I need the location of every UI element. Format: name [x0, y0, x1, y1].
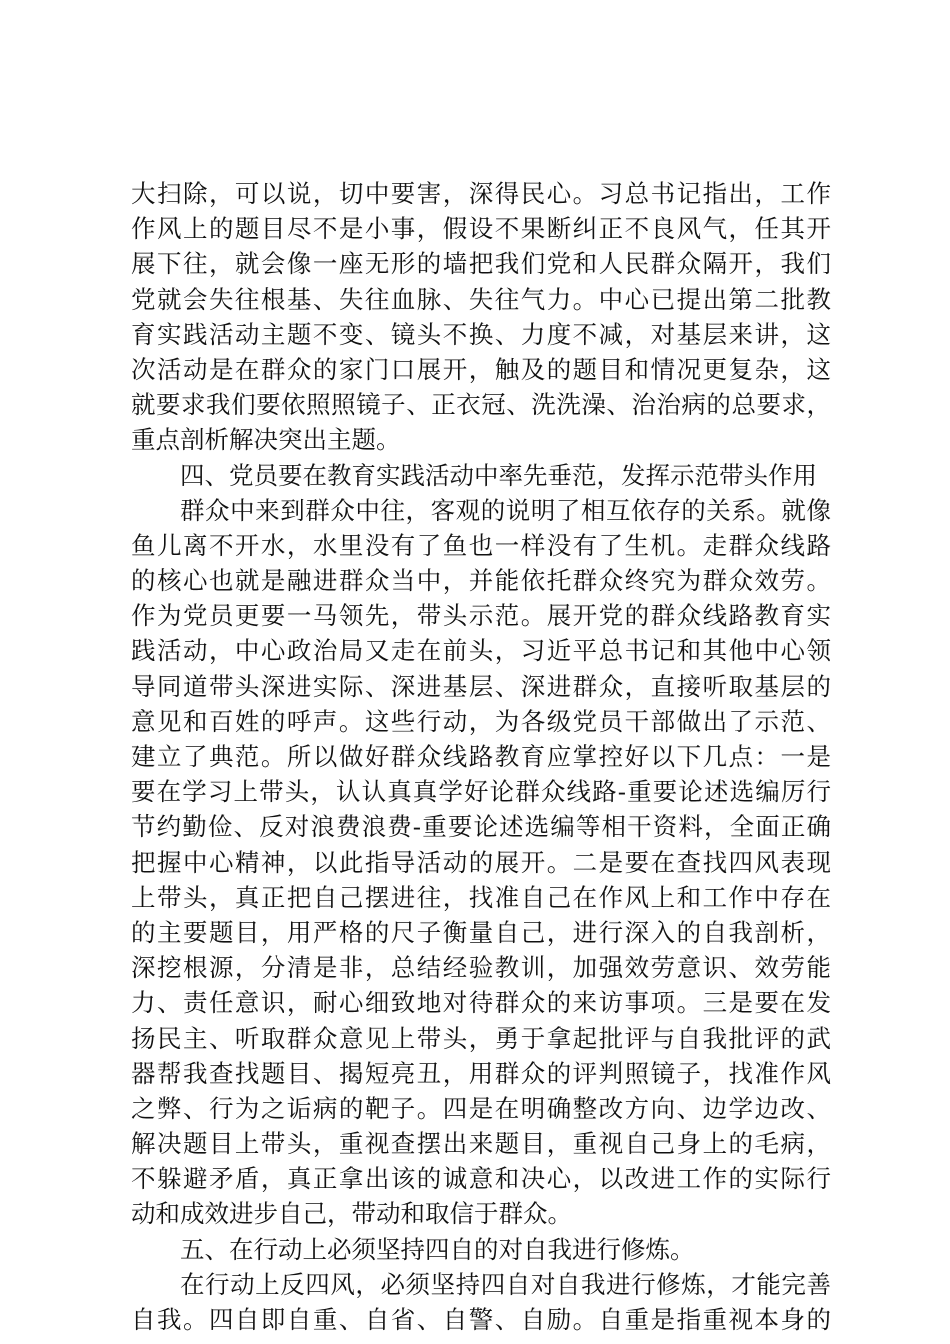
text-line-16: 意见和百姓的呼声。这些行动，为各级党员干部做出了示范、: [131, 706, 831, 736]
text-line-28: 解决题目上带头，重视查摆出来题目，重视自己身上的毛病，: [131, 1129, 831, 1159]
text-line-3: 展下往，就会像一座无形的墙把我们党和人民群众隔开，我们: [131, 249, 831, 279]
body-text: [131, 176, 831, 1337]
text-line-13: 作为党员更要一马领先，带头示范。展开党的群众线路教育实: [131, 601, 831, 631]
text-line-8: 重点剖析解决突出主题。: [131, 425, 401, 455]
text-line-30: 动和成效进步自己，带动和取信于群众。: [131, 1199, 572, 1229]
text-line-2: 作风上的题目尽不是小事，假设不果断纠正不良风气，任其开: [131, 214, 831, 244]
text-line-11: 鱼儿离不开水，水里没有了鱼也一样没有了生机。走群众线路: [131, 530, 831, 560]
text-line-26: 器帮我查找题目、揭短亮丑，用群众的评判照镜子，找准作风: [131, 1058, 831, 1088]
text-line-20: 把握中心精神，以此指导活动的展开。二是要在查找四风表现: [131, 847, 831, 877]
text-line-25: 扬民主、听取群众意见上带头，勇于拿起批评与自我批评的武: [131, 1023, 831, 1053]
text-line-15: 导同道带头深进实际、深进基层、深进群众，直接听取基层的: [131, 671, 831, 701]
text-line-29: 不躲避矛盾，真正拿出该的诚意和决心，以改进工作的实际行: [131, 1164, 831, 1194]
text-line-24: 力、责任意识，耐心细致地对待群众的来访事项。三是要在发: [131, 988, 831, 1018]
section-heading-4: 四、党员要在教育实践活动中率先垂范，发挥示范带头作用: [180, 460, 817, 490]
section-heading-5: 五、在行动上必须坚持四自的对自我进行修炼。: [180, 1234, 695, 1264]
text-line-1: 大扫除，可以说，切中要害，深得民心。习总书记指出，工作: [131, 179, 831, 208]
text-line-17: 建立了典范。所以做好群众线路教育应掌控好以下几点：一是: [131, 742, 831, 771]
text-line-12: 的核心也就是融进群众当中，并能依托群众终究为群众效劳。: [131, 566, 831, 596]
text-line-4: 党就会失往根基、失往血脉、失往气力。中心已提出第二批教: [131, 284, 831, 314]
text-line-10: 群众中来到群众中往，客观的说明了相互依存的关系。就像: [180, 495, 831, 525]
text-line-22: 的主要题目，用严格的尺子衡量自己，进行深入的自我剖析，: [131, 917, 831, 947]
text-line-27: 之弊、行为之诟病的靶子。四是在明确整改方向、边学边改、: [131, 1093, 831, 1123]
text-line-33: 自我。四自即自重、自省、自警、自励。自重是指重视本身的: [131, 1305, 831, 1334]
text-line-14: 践活动，中心政治局又走在前头，习近平总书记和其他中心领: [131, 636, 831, 666]
text-line-18: 要在学习上带头，认认真真学好论群众线路-重要论述选编厉行: [131, 777, 831, 807]
text-line-21: 上带头，真正把自己摆进往，找准自己在作风上和工作中存在: [131, 882, 831, 912]
text-line-32: 在行动上反四风，必须坚持四自对自我进行修炼，才能完善: [180, 1269, 831, 1299]
text-line-6: 次活动是在群众的家门口展开，触及的题目和情况更复杂，这: [131, 354, 831, 384]
text-line-19: 节约勤俭、反对浪费浪费-重要论述选编等相干资料，全面正确: [131, 812, 831, 842]
text-line-7: 就要求我们要依照照镜子、正衣冠、洗洗澡、治治病的总要求，: [131, 390, 831, 420]
text-line-23: 深挖根源，分清是非，总结经验教训，加强效劳意识、效劳能: [131, 953, 831, 983]
text-line-5: 育实践活动主题不变、镜头不换、力度不减，对基层来讲，这: [131, 319, 831, 349]
